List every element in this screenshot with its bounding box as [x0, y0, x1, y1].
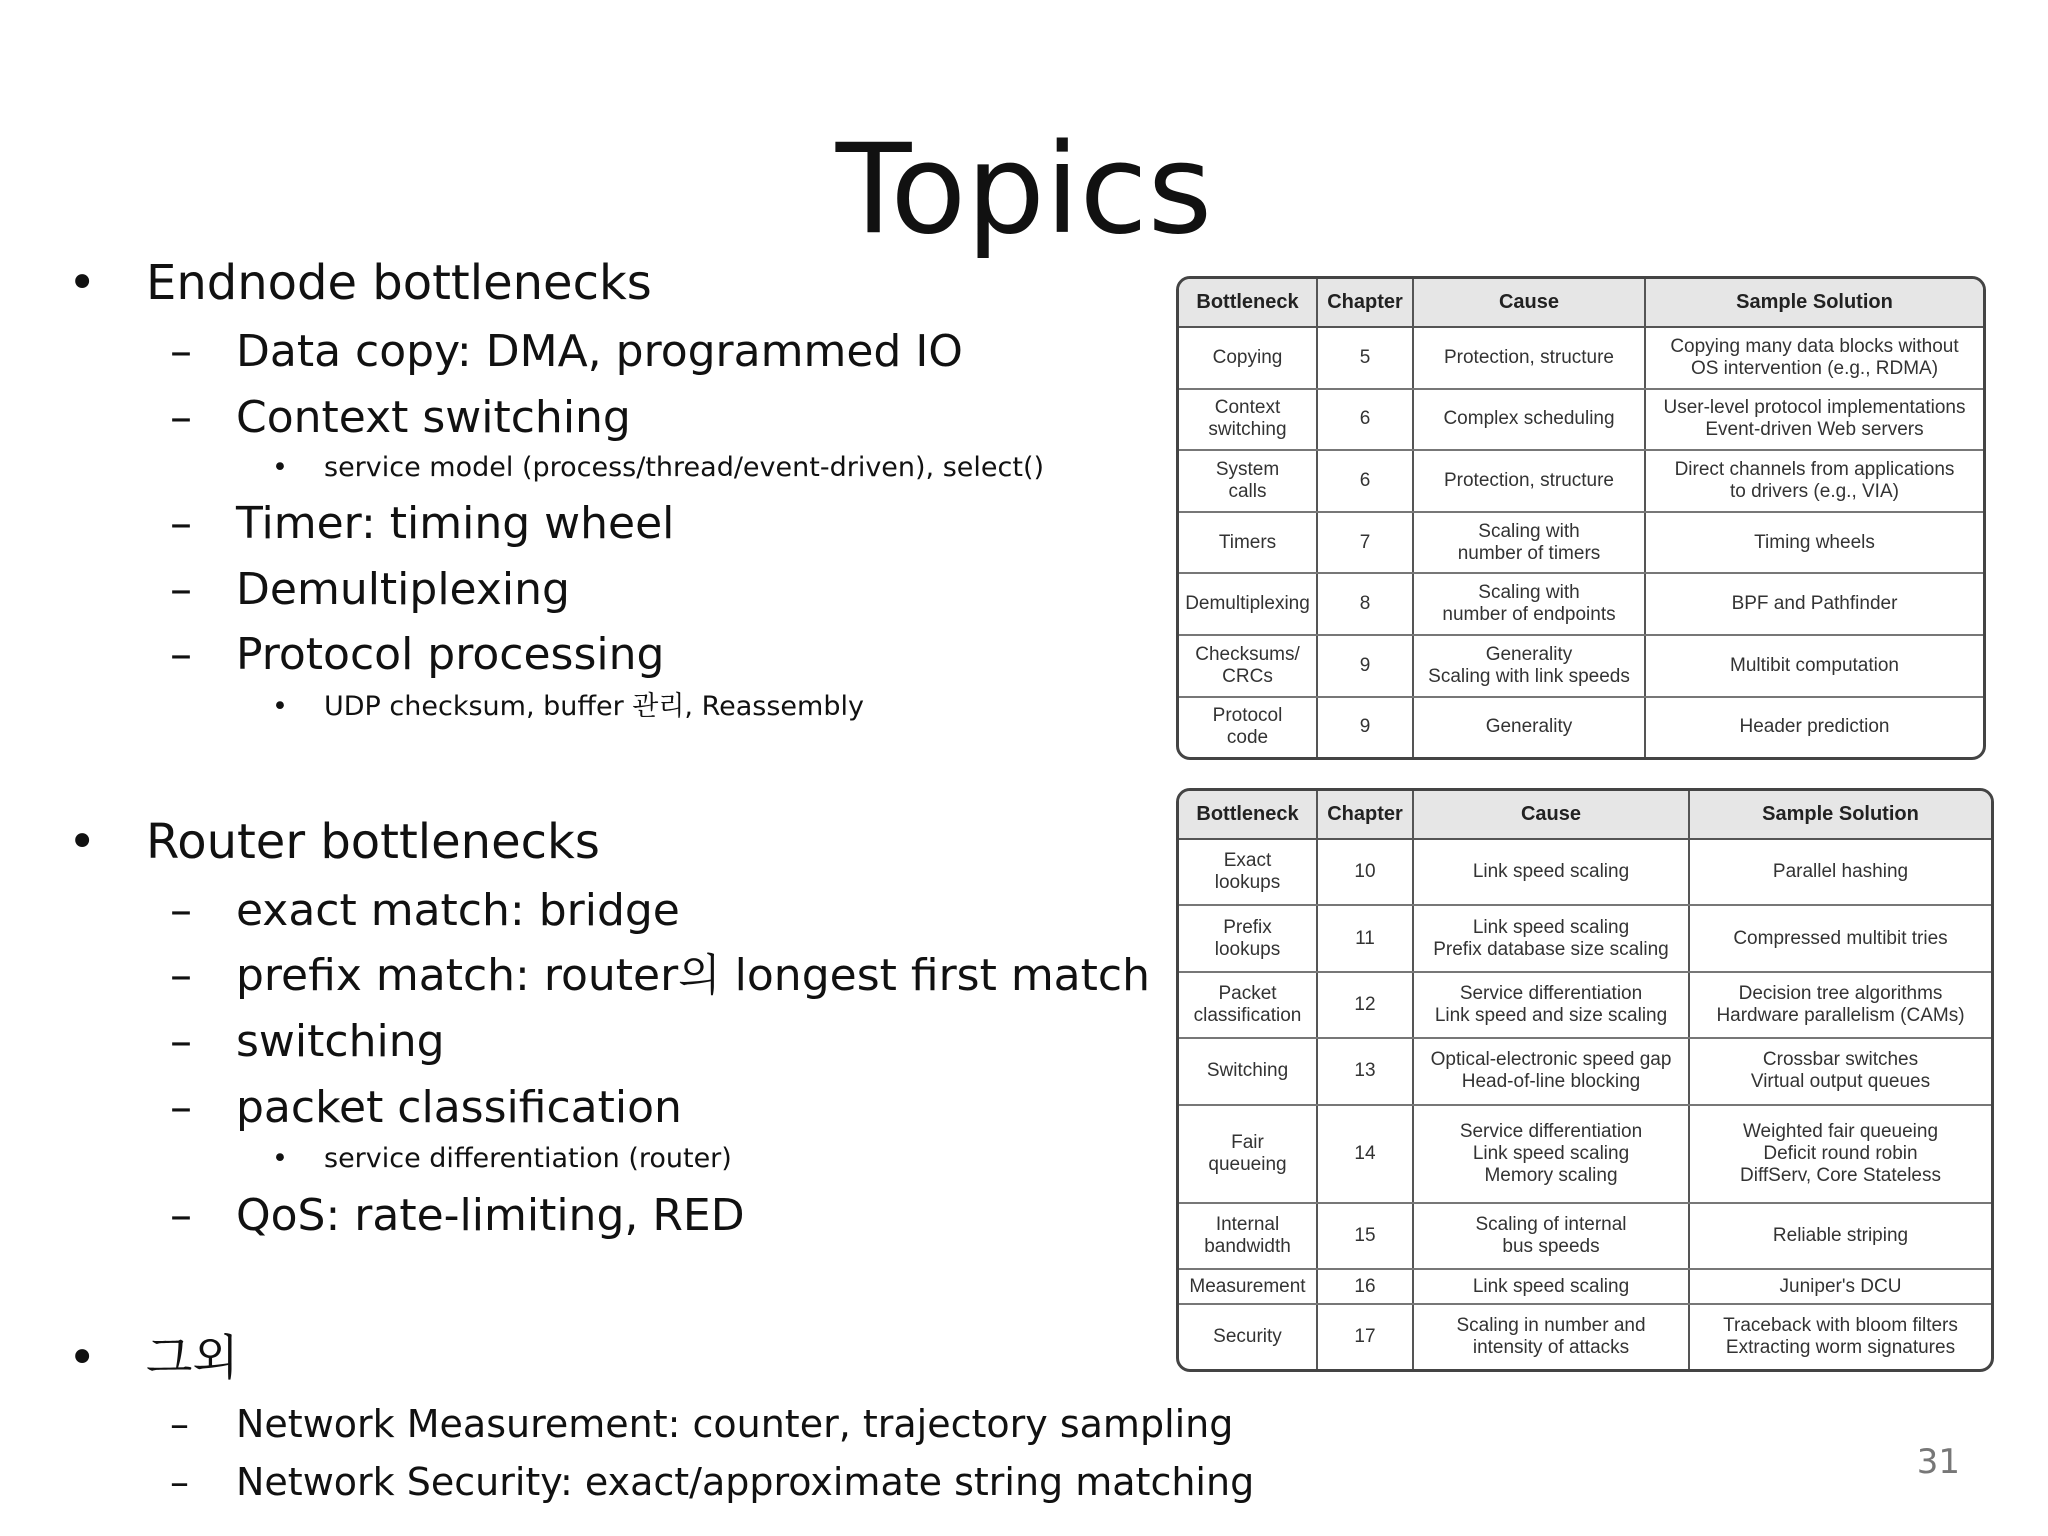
cell-chapter: 10 [1317, 839, 1413, 905]
cell-bottleneck: Packet classification [1179, 972, 1317, 1038]
cell-solution: Timing wheels [1645, 512, 1983, 574]
bullet-other: 그외 [146, 1330, 239, 1386]
slide-title: Topics [835, 118, 1213, 262]
sub-item-timer: Timer: timing wheel [236, 498, 675, 549]
bullet-marker: • [68, 814, 97, 870]
sub-item-switching: switching [236, 1016, 445, 1067]
dash-marker: – [170, 885, 192, 936]
dash-marker: – [170, 1402, 189, 1446]
small-bullet-marker: • [272, 1143, 288, 1174]
cell-cause: Generality [1413, 697, 1645, 757]
endnode-bottleneck-table [1176, 276, 1986, 760]
cell-chapter: 6 [1317, 389, 1413, 451]
cell-cause: Generality Scaling with link speeds [1413, 635, 1645, 697]
column-header-chapter: Chapter [1317, 791, 1413, 839]
sub-item-network-measurement: Network Measurement: counter, trajectory sampling [236, 1402, 1234, 1446]
column-header-solution: Sample Solution [1689, 791, 1991, 839]
bullet-endnode-bottlenecks: Endnode bottlenecks [146, 255, 652, 311]
cell-solution: Header prediction [1739, 716, 1890, 738]
dash-marker: – [170, 950, 192, 1001]
sub-item-network-security: Network Security: exact/approximate string matching [236, 1460, 1255, 1504]
cell-chapter: 9 [1317, 635, 1413, 697]
cell-cause: Optical-electronic speed gap Head-of-line blocking [1413, 1038, 1689, 1104]
cell-cause: Service differentiation Link speed scaling Memory scaling [1413, 1105, 1689, 1203]
table-row [1179, 389, 1983, 451]
cell-cause: Scaling with number of timers [1413, 512, 1645, 574]
cell-bottleneck: Exact lookups [1179, 839, 1317, 905]
sub-item-qos: QoS: rate-limiting, RED [236, 1190, 745, 1241]
column-header-bottleneck: Bottleneck [1179, 791, 1317, 839]
dash-marker: – [170, 1460, 189, 1504]
cell-solution: Traceback with bloom filters Extracting worm signatures [1723, 1314, 1958, 1358]
cell-cause: Link speed scaling Prefix database size scaling [1413, 905, 1689, 971]
column-header-cause: Cause [1413, 791, 1689, 839]
sub-item-prefix-match: prefix match: router의 longest first match [236, 950, 1150, 1001]
dash-marker: – [170, 564, 192, 615]
sub-item-demultiplexing: Demultiplexing [236, 564, 570, 615]
cell-chapter: 12 [1317, 972, 1413, 1038]
cell-chapter: 15 [1317, 1203, 1413, 1269]
cell-chapter: 16 [1317, 1269, 1413, 1304]
dash-marker: – [170, 1082, 192, 1133]
dash-marker: – [170, 326, 192, 377]
cell-cause: Service differentiation Link speed and size scaling [1413, 972, 1689, 1038]
table-row [1179, 1269, 1991, 1304]
table-row [1179, 573, 1983, 635]
cell-bottleneck: Internal bandwidth [1179, 1203, 1317, 1269]
cell-cause: Link speed scaling [1413, 839, 1689, 905]
sub-item-exact-match: exact match: bridge [236, 885, 680, 936]
cell-chapter: 9 [1317, 697, 1413, 757]
table-row [1179, 1038, 1991, 1104]
table-row [1179, 1105, 1991, 1203]
dash-marker: – [170, 629, 192, 680]
cell-solution: Compressed multibit tries [1689, 905, 1991, 971]
cell-bottleneck: Prefix lookups [1179, 905, 1317, 971]
table-row [1179, 972, 1991, 1038]
page-number: 31 [1916, 1442, 1960, 1482]
cell-bottleneck: Timers [1179, 512, 1317, 574]
cell-solution: Reliable striping [1689, 1203, 1991, 1269]
router-bottleneck-table [1176, 788, 1994, 1372]
cell-solution: User-level protocol implementations Event-driven Web servers [1645, 389, 1983, 451]
table-row [1179, 635, 1983, 697]
table-row [1179, 327, 1983, 389]
column-header-chapter: Chapter [1317, 279, 1413, 327]
sub-sub-item-service-differentiation: service differentiation (router) [324, 1143, 732, 1174]
table-row [1179, 450, 1983, 512]
cell-bottleneck: Copying [1179, 327, 1317, 389]
cell-bottleneck: Fair queueing [1179, 1105, 1317, 1203]
cell-chapter: 7 [1317, 512, 1413, 574]
cell-chapter: 5 [1317, 327, 1413, 389]
cell-cause: Scaling with number of endpoints [1413, 573, 1645, 635]
small-bullet-marker: • [272, 452, 288, 483]
cell-bottleneck: Security [1179, 1304, 1317, 1369]
cell-chapter: 13 [1317, 1038, 1413, 1104]
bullet-router-bottlenecks: Router bottlenecks [146, 814, 600, 870]
cell-chapter: 14 [1317, 1105, 1413, 1203]
sub-sub-item-service-model: service model (process/thread/event-driven), select() [324, 452, 1045, 483]
cell-solution: BPF and Pathfinder [1645, 573, 1983, 635]
cell-solution: Parallel hashing [1689, 839, 1991, 905]
small-bullet-marker: • [272, 691, 288, 722]
cell-cause: Scaling of internal bus speeds [1413, 1203, 1689, 1269]
cell-bottleneck: Switching [1179, 1038, 1317, 1104]
cell-bottleneck: System calls [1179, 450, 1317, 512]
cell-solution: Juniper's DCU [1689, 1269, 1991, 1304]
cell-cause: Link speed scaling [1413, 1269, 1689, 1304]
cell-cause: Protection, structure [1413, 450, 1645, 512]
sub-item-context-switching: Context switching [236, 392, 631, 443]
cell-solution: Decision tree algorithms Hardware parallelism (CAMs) [1689, 972, 1991, 1038]
table-row [1179, 512, 1983, 574]
cell-cause: Scaling in number and intensity of attacks [1413, 1304, 1689, 1369]
sub-sub-item-udp-checksum: UDP checksum, buffer 관리, Reassembly [324, 691, 864, 722]
table-row [1179, 839, 1991, 905]
dash-marker: – [170, 1190, 192, 1241]
table-row [1179, 905, 1991, 971]
table-row [1179, 1304, 1991, 1369]
bullet-marker: • [68, 255, 97, 311]
sub-item-data-copy: Data copy: DMA, programmed IO [236, 326, 963, 377]
cell-bottleneck: Context switching [1179, 389, 1317, 451]
cell-solution: Crossbar switches Virtual output queues [1689, 1038, 1991, 1104]
sub-item-protocol-processing: Protocol processing [236, 629, 665, 680]
cell-cause: Complex scheduling [1413, 389, 1645, 451]
cell-cause: Protection, structure [1413, 327, 1645, 389]
cell-bottleneck: Demultiplexing [1179, 573, 1317, 635]
cell-bottleneck: Protocol code [1179, 697, 1317, 757]
cell-solution: Copying many data blocks without OS intervention (e.g., RDMA) [1645, 327, 1983, 389]
table-row [1179, 1203, 1991, 1269]
cell-chapter: 11 [1317, 905, 1413, 971]
cell-solution: Multibit computation [1645, 635, 1983, 697]
dash-marker: – [170, 1016, 192, 1067]
column-header-solution: Sample Solution [1645, 279, 1983, 327]
cell-chapter: 8 [1317, 573, 1413, 635]
cell-bottleneck: Checksums/ CRCs [1179, 635, 1317, 697]
column-header-cause: Cause [1413, 279, 1645, 327]
cell-chapter: 6 [1317, 450, 1413, 512]
cell-solution: Direct channels from applications to drivers (e.g., VIA) [1645, 450, 1983, 512]
dash-marker: – [170, 392, 192, 443]
sub-item-packet-classification: packet classification [236, 1082, 682, 1133]
dash-marker: – [170, 498, 192, 549]
table-row [1179, 697, 1983, 757]
bullet-marker: • [68, 1330, 97, 1386]
column-header-bottleneck: Bottleneck [1179, 279, 1317, 327]
cell-chapter: 17 [1317, 1304, 1413, 1369]
cell-solution: Weighted fair queueing Deficit round robin DiffServ, Core Stateless [1689, 1105, 1991, 1203]
cell-bottleneck: Measurement [1179, 1269, 1317, 1304]
